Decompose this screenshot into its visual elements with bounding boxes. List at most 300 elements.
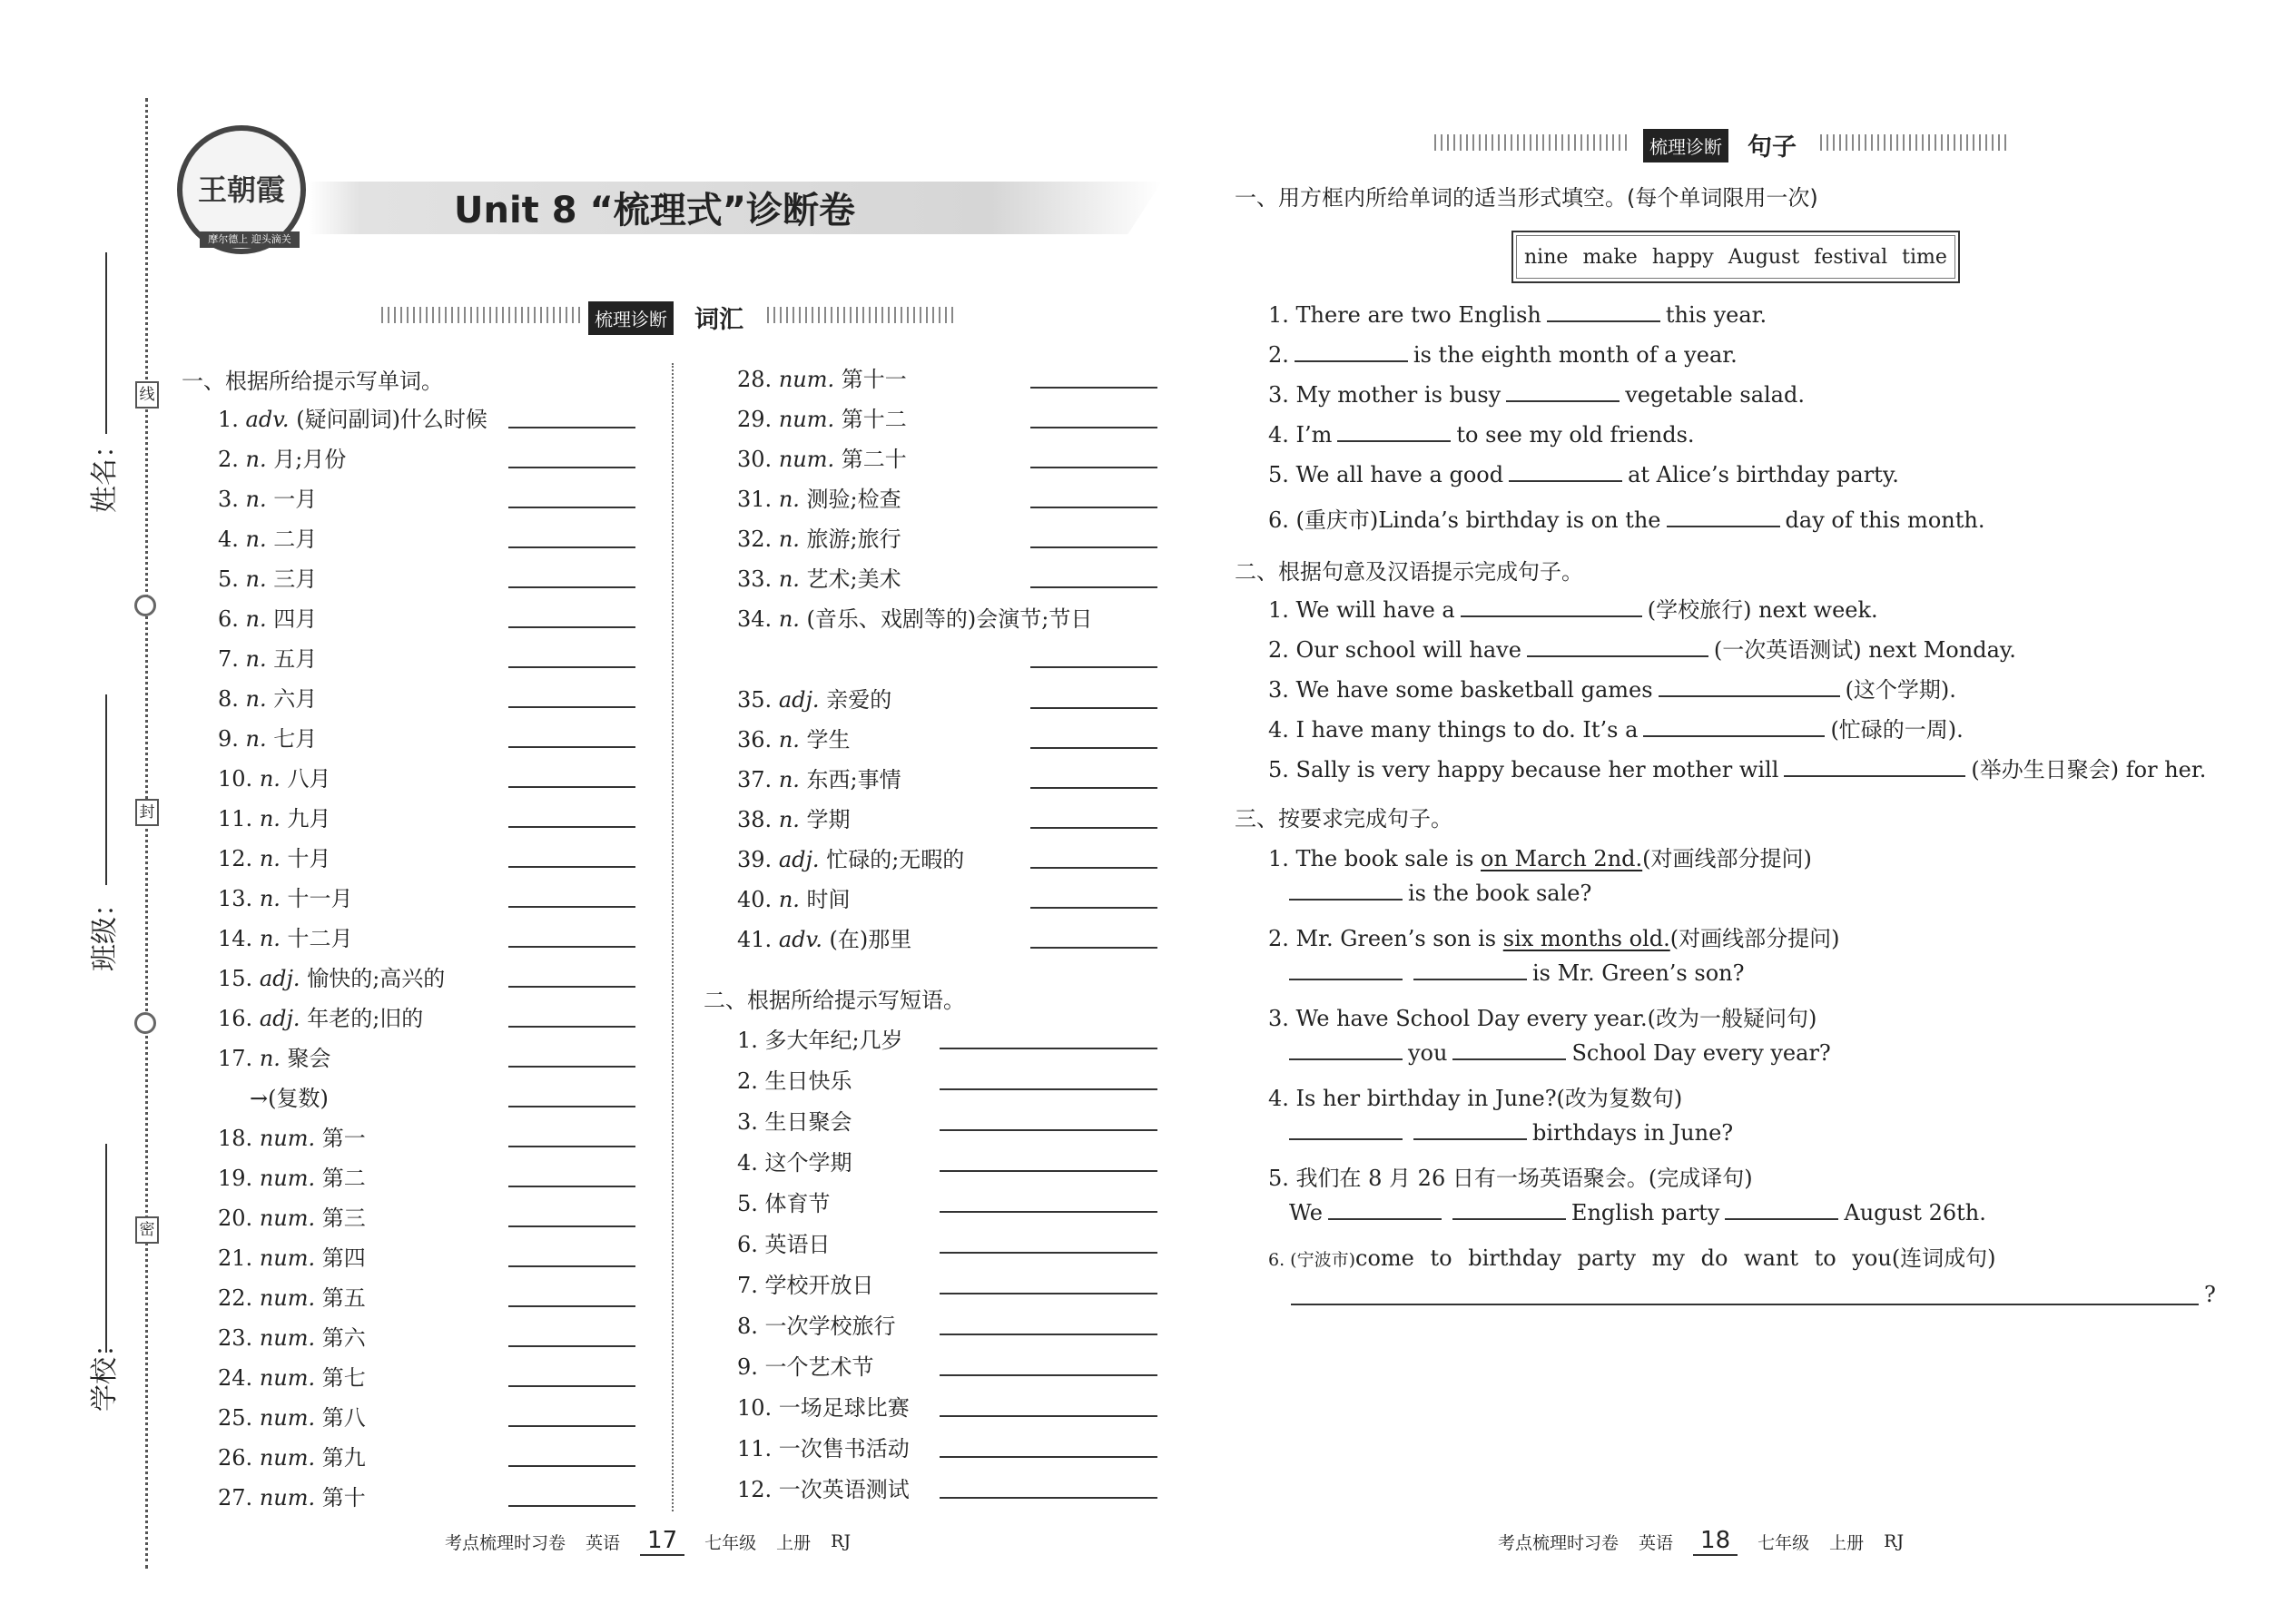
answer-blank[interactable] [1667,507,1780,527]
sentence-item [1268,342,1738,368]
part-of-speech: n. [778,807,800,832]
chinese-hint: 第五 [321,1285,366,1311]
item-number: 38. [737,807,773,832]
sentence-item [1268,712,1964,743]
part-of-speech: num. [259,1445,316,1471]
answer-blank[interactable] [1527,637,1708,657]
part-of-speech: adv. [778,927,822,952]
vocab-item [218,561,317,593]
part-of-speech: n. [245,686,267,712]
sentence-section-title: 句子 [1748,133,1797,162]
part-of-speech: n. [259,806,281,832]
chinese-hint: 学生 [806,727,851,753]
word-box-word: happy [1651,245,1714,269]
vocab-section-title: 词汇 [694,306,743,334]
item-number: 24. [218,1365,253,1391]
part-of-speech: num. [259,1405,316,1431]
class-label: 班级： [89,890,121,971]
answer-blank[interactable] [940,1129,1157,1131]
vocab-item [218,521,317,553]
vocab-item [737,881,851,913]
answer-blank[interactable] [508,986,635,988]
sentence-item [1268,632,2016,664]
chinese-hint: 月;月份 [273,447,347,472]
answer-blank[interactable] [1337,422,1451,442]
part-of-speech: num. [259,1166,316,1191]
answer-blank[interactable] [508,467,635,468]
answer-blank[interactable] [1413,960,1527,980]
chinese-hint: 五月 [273,646,318,672]
item-number: 25. [218,1405,253,1431]
part-of-speech: adv. [245,407,290,432]
answer-blank[interactable] [940,1088,1157,1090]
chinese-hint: 第二十 [841,447,907,472]
vocab-item [737,682,891,714]
q3-item-2: 2. Mr. Green’s son is six months old.(对画线部分提问) [1268,926,1840,951]
sentence-item [1268,752,2206,783]
answer-blank[interactable] [508,1505,635,1507]
chinese-hint: 亲爱的 [826,687,892,713]
vocab-item [218,1360,366,1392]
answer-blank[interactable] [1452,1040,1566,1060]
answer-blank[interactable] [1328,1200,1442,1220]
item-number: 1. [218,407,239,432]
chinese-hint: 第一 [321,1126,366,1151]
vocab-item [218,1200,366,1232]
item-number: 39. [737,847,773,872]
chinese-hint: 第九 [321,1445,366,1471]
answer-blank[interactable] [508,906,635,908]
item-number: 14. [218,926,253,951]
q3-item-5-answer: We English party August 26th. [1289,1200,1986,1225]
sentence-item [1268,502,1984,534]
answer-blank[interactable] [1289,881,1403,901]
item-number: 18. [218,1126,253,1151]
phrase-item: 10. 一场足球比赛 [737,1395,910,1421]
phrase-item: 1. 多大年纪;几岁 [737,1028,903,1053]
part-of-speech: n. [245,726,267,752]
chinese-hint: 三月 [273,566,318,592]
answer-blank[interactable] [508,866,635,868]
part-of-speech: adj. [259,966,300,991]
chinese-hint: 旅游;旅行 [806,527,901,552]
item-number: 4. [218,527,239,552]
item-number: 19. [218,1166,253,1191]
vocab-item [737,762,901,793]
chinese-hint: 第八 [321,1405,366,1431]
answer-blank[interactable] [940,1293,1157,1294]
vocab-item [737,521,901,553]
chinese-hint: 第三 [321,1206,366,1231]
answer-blank[interactable] [508,1425,635,1427]
answer-blank[interactable] [1030,467,1157,468]
sentence-item [1268,302,1767,328]
answer-blank[interactable] [1030,586,1157,588]
item-number: 7. [218,646,239,672]
q3-item-6: 6. (宁波市)come to birthday party my do want to you(连词成句) [1268,1245,1996,1271]
chinese-hint: 十一月 [287,886,353,911]
vocab-item [737,722,851,753]
item-number: 41. [737,927,773,952]
answer-blank[interactable] [1030,827,1157,829]
item-number: 11. [218,806,253,832]
part-of-speech: n. [778,887,800,912]
phrase-item: 6. 英语日 [737,1232,831,1257]
name-label: 姓名： [89,431,121,513]
q3-item-1-answer: is the book sale? [1289,881,1591,906]
chinese-hint: 第十 [321,1485,366,1511]
item-number: 10. [218,766,253,792]
answer-blank[interactable] [508,1305,635,1307]
answer-blank[interactable] [1643,717,1825,737]
answer-blank[interactable] [1030,546,1157,548]
sentence-suffix: (这个学期). [1845,677,1956,703]
answer-blank[interactable] [1659,677,1840,697]
item-number: 27. [218,1485,253,1511]
answer-blank[interactable] [508,1066,635,1068]
answer-blank[interactable] [508,666,635,668]
item-number: 30. [737,447,773,472]
sentence-q1-title: 一、用方框内所给单词的适当形式填空。(每个单词限用一次) [1235,185,1818,211]
vocab-item [218,841,331,872]
word-box-word: make [1582,245,1638,269]
answer-blank[interactable] [508,1186,635,1187]
answer-blank[interactable] [508,746,635,748]
sentence-item [1268,592,1878,624]
part-of-speech: n. [259,886,281,911]
part-of-speech: num. [778,447,835,472]
item-number: 35. [737,687,773,713]
sentence-prefix: 4. I have many things to do. It’s a [1268,717,1639,743]
answer-blank[interactable] [940,1456,1157,1458]
answer-blank[interactable] [1030,867,1157,869]
vocab-q2-title: 二、根据所给提示写短语。 [704,988,965,1013]
item-number: 2. [218,447,239,472]
vocab-item [218,761,331,792]
item-number: 16. [218,1006,253,1031]
vocab-item [218,641,317,673]
chinese-hint: 第四 [321,1245,366,1271]
sentence-q2-title: 二、根据句意及汉语提示完成句子。 [1235,559,1583,585]
part-of-speech: n. [245,527,267,552]
part-of-speech: num. [259,1325,316,1351]
chinese-hint: 十二月 [287,926,353,951]
sentence-prefix: 5. Sally is very happy because her mother will [1268,757,1779,782]
answer-blank[interactable] [1030,787,1157,789]
answer-blank[interactable] [508,1146,635,1147]
answer-blank[interactable] [1030,666,1157,668]
answer-blank[interactable] [1784,757,1965,777]
sentence-prefix: 3. My mother is busy [1268,382,1501,408]
answer-blank[interactable] [940,1170,1157,1172]
seal-char-mi: 密 [135,1216,159,1244]
vocab-item [737,361,907,393]
binding-dotted-line [145,98,148,1569]
answer-blank[interactable] [1289,1040,1403,1060]
phrase-item: 12. 一次英语测试 [737,1477,910,1502]
binding-ring [134,1012,156,1034]
answer-blank[interactable] [508,626,635,628]
part-of-speech: n. [259,766,281,792]
sentence-item [1268,672,1956,704]
answer-blank[interactable] [508,1225,635,1227]
answer-blank[interactable] [508,1465,635,1467]
answer-blank[interactable] [1295,342,1408,362]
chinese-hint: 测验;检查 [806,487,901,512]
part-of-speech: num. [259,1485,316,1511]
sentence-prefix: 2. Our school will have [1268,637,1521,663]
part-of-speech: num. [259,1365,316,1391]
answer-blank[interactable] [1289,960,1403,980]
section-tag: 梳理诊断 [1643,129,1728,162]
q3-item-4-answer: birthdays in June? [1289,1120,1733,1146]
item-number: 12. [218,846,253,871]
q3-item-5: 5. 我们在 8 月 26 日有一场英语聚会。(完成译句) [1268,1166,1753,1191]
vocab-item [737,481,901,513]
answer-blank[interactable] [508,706,635,708]
chinese-hint: 四月 [273,606,318,632]
answer-blank[interactable] [1030,427,1157,428]
phrase-item: 2. 生日快乐 [737,1068,852,1094]
part-of-speech: n. [245,487,267,512]
answer-blank[interactable] [508,1385,635,1387]
sentence-suffix: (忙碌的一周). [1830,717,1964,743]
sentence-prefix: 3. We have some basketball games [1268,677,1653,703]
sentence-item [1268,382,1805,408]
answer-blank[interactable] [940,1048,1157,1049]
seal-char-feng: 封 [135,799,159,826]
word-box-word: August [1728,245,1800,269]
chinese-hint: 十月 [287,846,331,871]
page-number: 17 [640,1527,684,1556]
sentence-prefix: 1. We will have a [1268,597,1455,623]
part-of-speech: n. [778,606,800,632]
answer-blank[interactable] [1461,597,1642,617]
chinese-hint: →(复数) [250,1086,329,1111]
school-line [105,1144,107,1353]
tick-decoration [381,307,581,323]
answer-blank[interactable] [1030,947,1157,949]
vocab-item [218,601,317,633]
phrase-item: 4. 这个学期 [737,1150,852,1176]
answer-blank[interactable] [508,1106,635,1107]
sentence-suffix: this year. [1665,302,1767,328]
answer-blank[interactable] [1547,302,1660,322]
item-number: 31. [737,487,773,512]
answer-blank[interactable] [508,427,635,428]
vocab-item [218,1320,366,1352]
tick-decoration [767,307,958,323]
chinese-hint: 第二 [321,1166,366,1191]
vocab-item [218,881,353,912]
sentence-suffix: (学校旅行) next week. [1647,597,1878,623]
vocab-item [737,601,1092,633]
page-title: Unit 8 “梳理式”诊断卷 [454,190,856,231]
chinese-hint: 愉快的;高兴的 [307,966,446,991]
vocab-item [218,960,445,992]
brand-logo: 王朝霞 [177,125,306,254]
vocab-item [218,1000,423,1032]
part-of-speech: n. [245,606,267,632]
part-of-speech: n. [778,566,800,592]
vocab-item [218,1480,366,1511]
answer-blank[interactable] [1030,387,1157,389]
q3-item-3-answer: you School Day every year? [1289,1040,1831,1066]
phrase-item: 11. 一次售书活动 [737,1436,910,1462]
phrase-item: 8. 一次学校旅行 [737,1314,896,1339]
chinese-hint: 七月 [273,726,318,752]
chinese-hint: 六月 [273,686,318,712]
sentence-prefix: 1. There are two English [1268,302,1541,328]
answer-blank[interactable] [508,507,635,508]
vocab-q1-title: 一、根据所给提示写单词。 [182,369,443,394]
item-number: 29. [737,407,773,432]
answer-blank[interactable] [940,1211,1157,1213]
vocab-item [737,561,901,593]
answer-blank[interactable] [1725,1200,1838,1220]
answer-blank[interactable] [1030,907,1157,909]
item-number: 33. [737,566,773,592]
page-number: 18 [1693,1527,1738,1556]
vocab-item [218,721,317,753]
answer-blank[interactable] [508,1345,635,1347]
q3-item-4: 4. Is her birthday in June?(改为复数句) [1268,1086,1683,1111]
part-of-speech: num. [259,1285,316,1311]
answer-blank[interactable] [508,1265,635,1267]
answer-blank[interactable] [508,826,635,828]
item-number: 8. [218,686,239,712]
section-tag: 梳理诊断 [588,301,674,335]
chinese-hint: (音乐、戏剧等的)会演节;节日 [806,606,1093,632]
chinese-hint: (在)那里 [829,927,912,952]
answer-blank[interactable] [508,586,635,588]
vocab-item [218,1400,366,1432]
vocab-item [737,441,907,473]
vocab-item [218,1440,366,1471]
chinese-hint: 二月 [273,527,318,552]
item-number: 9. [218,726,239,752]
answer-blank[interactable] [1030,507,1157,508]
answer-blank[interactable] [940,1334,1157,1335]
part-of-speech: n. [778,727,800,753]
answer-blank[interactable] [940,1374,1157,1376]
part-of-speech: num. [259,1206,316,1231]
part-of-speech: n. [245,646,267,672]
chinese-hint: 第十一 [841,367,907,392]
vocab-item [737,401,907,433]
sentence-suffix: (举办生日聚会) for her. [1971,757,2207,782]
word-box-word: time [1902,245,1947,269]
vocab-item [218,920,353,952]
chinese-hint: 第十二 [841,407,907,432]
answer-blank[interactable] [508,546,635,548]
part-of-speech: n. [245,566,267,592]
part-of-speech: n. [778,527,800,552]
answer-blank[interactable] [1413,1120,1527,1140]
word-box [1511,231,1960,283]
part-of-speech: n. [259,1046,281,1071]
part-of-speech: n. [245,447,267,472]
part-of-speech: adj. [259,1006,300,1031]
chinese-hint: 第七 [321,1365,366,1391]
item-number: 32. [737,527,773,552]
item-number: 22. [218,1285,253,1311]
part-of-speech: adj. [778,687,820,713]
chinese-hint: 九月 [287,806,331,832]
chinese-hint: 聚会 [287,1046,331,1071]
vocab-item [737,921,911,953]
sentence-suffix: to see my old friends. [1456,422,1695,448]
item-number: 37. [737,767,773,792]
answer-blank[interactable] [508,946,635,948]
chinese-hint: (疑问副词)什么时候 [296,407,487,432]
item-number: 15. [218,966,253,991]
seal-char-xian: 线 [135,381,159,408]
item-number: 26. [218,1445,253,1471]
item-number: 34. [737,606,773,632]
answer-blank[interactable] [1506,382,1620,402]
answer-blank[interactable] [1030,747,1157,749]
item-number: 40. [737,887,773,912]
sentence-suffix: vegetable salad. [1625,382,1805,408]
footer-right: 考点梳理时习卷 英语 18 七年级 上册 RJ [1498,1527,1905,1554]
part-of-speech: n. [259,846,281,871]
sentence-item [1268,422,1695,448]
word-box-word: nine [1524,245,1569,269]
vocab-item [218,1120,366,1152]
answer-blank[interactable] [1030,707,1157,709]
vocab-item [218,401,487,433]
vocab-item [737,802,851,833]
answer-blank[interactable] [508,786,635,788]
answer-blank[interactable] [940,1252,1157,1254]
sentence-suffix: is the eighth month of a year. [1413,342,1738,368]
chinese-hint: 学期 [806,807,851,832]
answer-blank[interactable] [1452,1200,1566,1220]
part-of-speech: n. [778,487,800,512]
sentence-prefix: 6. (重庆市)Linda’s birthday is on the [1268,507,1661,533]
column-divider [672,363,674,1511]
vocab-item [218,1280,366,1312]
vocab-item [218,481,317,513]
item-number: 23. [218,1325,253,1351]
part-of-speech: adj. [778,847,820,872]
vocab-item [218,1240,366,1272]
item-number: 17. [218,1046,253,1071]
answer-blank[interactable] [940,1497,1157,1499]
name-line [105,252,107,434]
item-number: 3. [218,487,239,512]
vocab-item [218,681,317,713]
part-of-speech: n. [259,926,281,951]
answer-blank[interactable] [1509,462,1622,482]
answer-blank[interactable] [508,1026,635,1028]
answer-blank[interactable] [1291,1304,2199,1305]
phrase-item: 3. 生日聚会 [737,1109,852,1135]
vocab-item [737,842,964,873]
vocab-item [218,1040,331,1072]
phrase-item: 9. 一个艺术节 [737,1354,874,1380]
chinese-hint: 一月 [273,487,318,512]
answer-blank[interactable] [940,1415,1157,1417]
answer-blank[interactable] [1289,1120,1403,1140]
class-line [105,694,107,885]
vocab-item [218,1160,366,1192]
tick-decoration [1434,134,1629,151]
sentence-suffix: day of this month. [1785,507,1985,533]
item-number: 13. [218,886,253,911]
item-number: 6. [218,606,239,632]
